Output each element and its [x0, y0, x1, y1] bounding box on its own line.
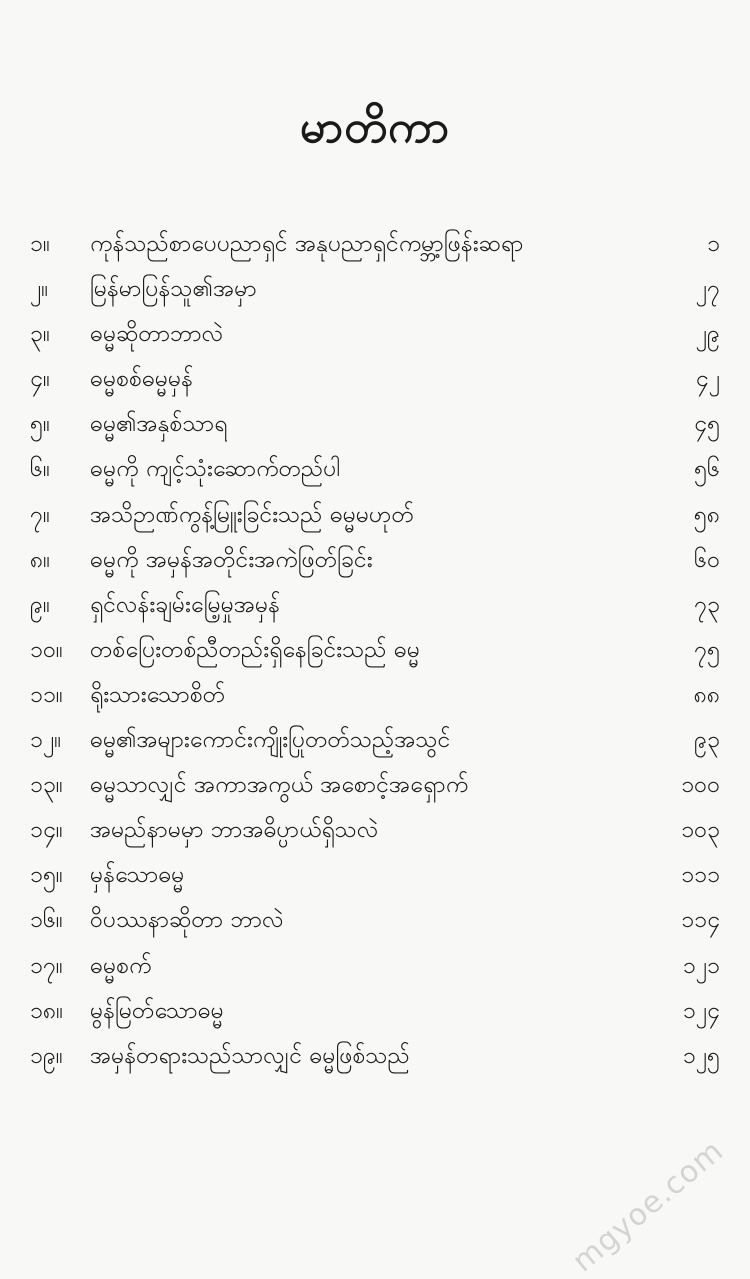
toc-title: မှန်သောဓမ္မ [90, 862, 185, 889]
toc-entry [30, 357, 720, 402]
toc-entry [30, 898, 720, 943]
toc-number: ၅။ [30, 411, 50, 438]
toc-page-number: ၄၅ [694, 411, 720, 438]
toc-number: ၂။ [30, 276, 49, 303]
toc-page-number: ၁ [707, 231, 720, 257]
toc-number: ၁၇။ [30, 952, 63, 979]
toc-entry [30, 808, 720, 853]
toc-title: အသိဉာဏ်ကွန့်မြူးခြင်းသည် ဓမ္မမဟုတ် [90, 501, 414, 528]
toc-entry [30, 628, 720, 673]
toc-title: ဓမ္မစစ်ဓမ္မမှန် [90, 366, 194, 393]
toc-title: ဓမ္မ၏အနှစ်သာရ [90, 411, 228, 438]
toc-title: ဓမ္မသာလျှင် အကာအကွယ် အစောင့်အရှောက် [90, 772, 469, 799]
toc-number: ၁၁။ [30, 681, 63, 708]
toc-title: အမှန်တရားသည်သာလျှင် ဓမ္မဖြစ်သည် [90, 1042, 410, 1069]
toc-page-number: ၇၅ [694, 636, 720, 663]
toc-title: မွန်မြတ်သောဓမ္မ [90, 997, 224, 1024]
toc-page-number: ၁၀၀ [681, 772, 720, 799]
toc-title: ကုန်သည်စာပေပညာရှင် အနုပညာရှင်ကမ္ဘာ့ဖြန်းဆရာ [90, 231, 524, 257]
toc-page-number: ၁၂၅ [682, 1042, 720, 1069]
toc-number: ၉။ [30, 591, 50, 618]
toc-title: ဝိပဿနာဆိုတာ ဘာလဲ [90, 907, 284, 934]
toc-page-number: ၅၈ [693, 501, 720, 528]
toc-entry [30, 763, 720, 808]
toc-title: ဓမ္မကို ကျင့်သုံးဆောက်တည်ပါ [90, 456, 341, 483]
toc-title: အမည်နာမမှာ ဘာအဓိပ္ပာယ်ရှိသလဲ [90, 817, 379, 844]
toc-entry [30, 447, 720, 492]
toc-title: ရိုးသားသောစိတ် [90, 681, 226, 708]
toc-entry [30, 267, 720, 312]
toc-page-number: ၄၂ [695, 366, 720, 393]
toc-entry [30, 1034, 720, 1079]
toc-title: ဓမ္မစက် [90, 952, 152, 979]
toc-number: ၁၃။ [30, 772, 63, 799]
toc-title: ဓမ္မဆိုတာဘာလဲ [90, 321, 224, 348]
toc-number: ၆။ [30, 456, 50, 483]
toc-entry [30, 402, 720, 447]
toc-page-number: ၁၁၁ [681, 862, 720, 889]
toc-entry [30, 222, 720, 267]
toc-entry [30, 312, 720, 357]
toc-title: တစ်ပြေးတစ်ညီတည်းရှိနေခြင်းသည် ဓမ္မ [90, 636, 420, 663]
toc-number: ၁။ [30, 231, 50, 257]
toc-number: ၁၀။ [30, 636, 63, 663]
toc-entry [30, 673, 720, 718]
toc-number: ၇။ [30, 501, 50, 528]
toc-entry [30, 853, 720, 898]
toc-title: ဓမ္မကို အမှန်အတိုင်းအကဲဖြတ်ခြင်း [90, 546, 373, 573]
toc-page-number: ၈၈ [693, 681, 720, 708]
toc-page-number: ၁၂၁ [682, 952, 720, 979]
toc-page-number: ၁၀၃ [681, 817, 720, 844]
toc-entry [30, 493, 720, 538]
toc-title: မြန်မာပြန်သူ၏အမှာ [90, 276, 257, 303]
toc-entry [30, 944, 720, 989]
toc-number: ၁၉။ [30, 1042, 63, 1069]
toc-page-number: ၉၃ [694, 727, 720, 754]
toc-page-number: ၁၁၄ [681, 907, 720, 934]
toc-number: ၈။ [30, 546, 51, 573]
toc-page-number: ၂၉ [695, 321, 720, 348]
toc-number: ၁၈။ [30, 997, 64, 1024]
toc-title: ဓမ္မ၏အများကောင်းကျိုးပြုတတ်သည့်အသွင် [90, 727, 451, 754]
toc-entry [30, 538, 720, 583]
toc-number: ၄။ [30, 366, 50, 393]
table-of-contents [30, 222, 720, 1079]
toc-entry [30, 989, 720, 1034]
toc-number: ၁၆။ [30, 907, 63, 934]
toc-number: ၁၄။ [30, 817, 63, 844]
toc-page-number: ၆၀ [694, 546, 720, 573]
toc-page-number: ၂၇ [695, 276, 720, 303]
toc-page-number: ၇၃ [694, 591, 720, 618]
toc-entry [30, 718, 720, 763]
page-title: မာတိကာ [299, 102, 451, 153]
toc-title: ရှင်လန်းချမ်းမြေ့မှုအမှန် [90, 591, 281, 618]
toc-page-number: ၅၆ [694, 456, 720, 483]
toc-number: ၁၅။ [30, 862, 63, 889]
toc-page-number: ၁၂၄ [682, 997, 720, 1024]
watermark: mgyoe.com [565, 1133, 730, 1279]
toc-number: ၁၂။ [30, 727, 62, 754]
toc-number: ၃။ [30, 321, 50, 348]
toc-entry [30, 583, 720, 628]
